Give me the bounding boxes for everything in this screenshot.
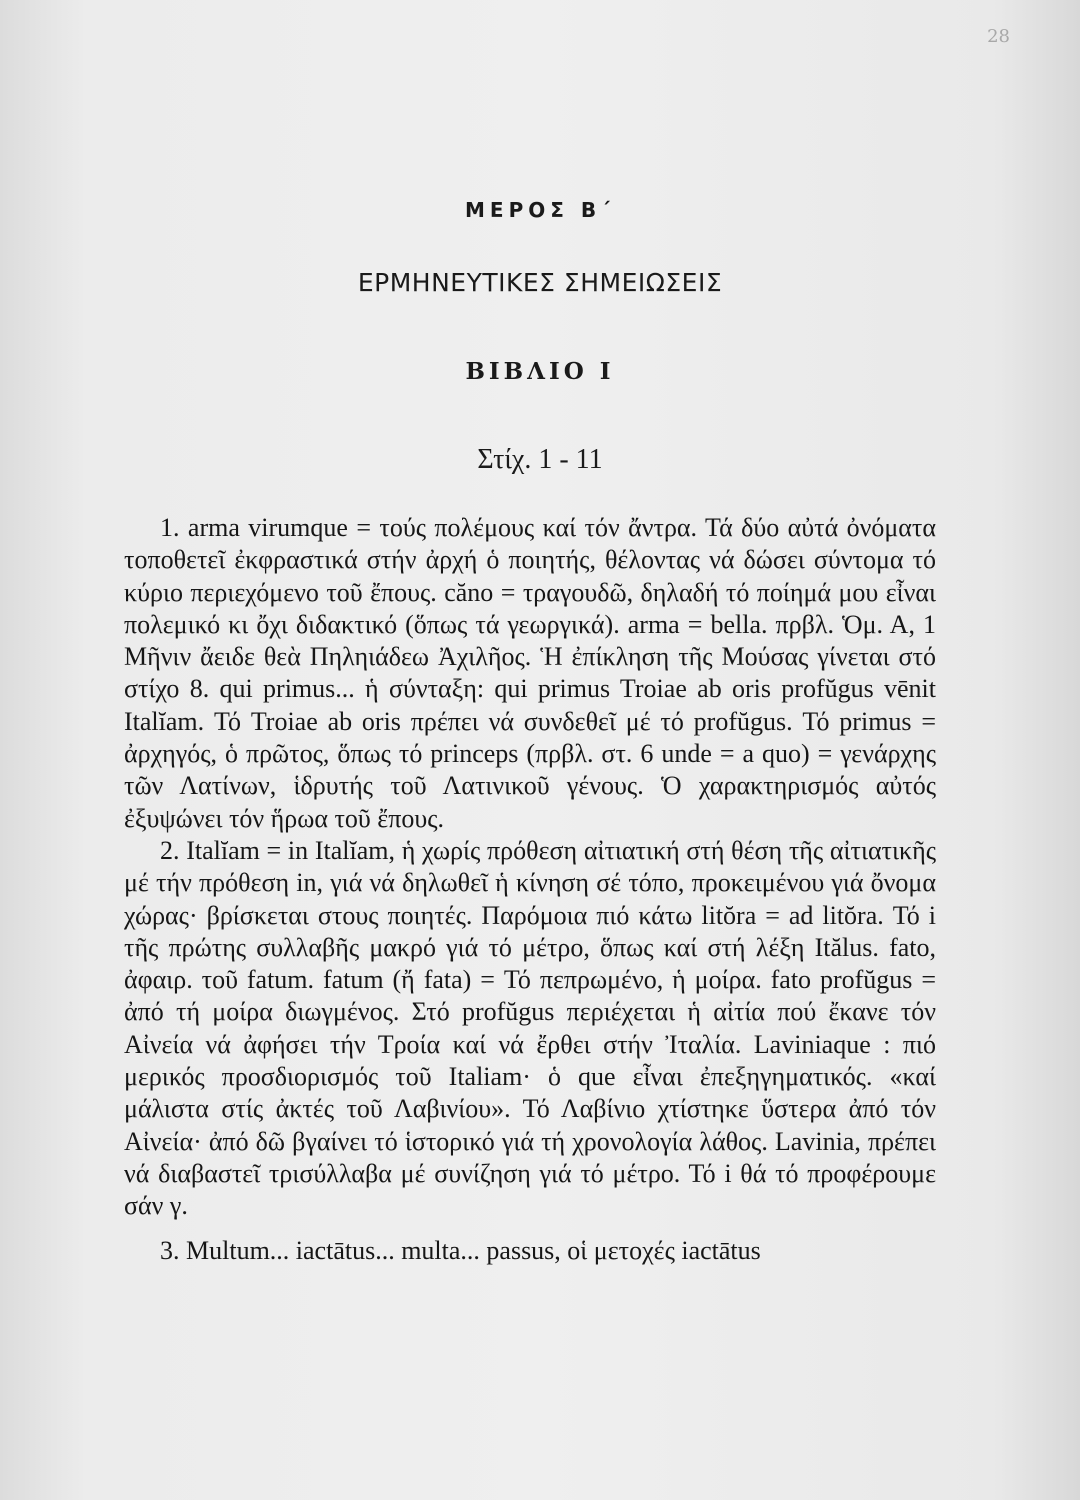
verses-heading: Στίχ. 1 - 11	[477, 444, 603, 475]
paragraph-3: 3. Multum... iactātus... multa... passus, οἱ μετοχές iactātus	[160, 1235, 761, 1265]
book-heading: ΒΙΒΛΙΟ Ι	[465, 358, 615, 385]
commentary-body	[124, 512, 936, 1267]
part-heading: ΜΕΡΟΣ Β΄	[465, 198, 615, 222]
section-heading: ΕΡΜΗΝΕΥΤΙΚΕΣ ΣΗΜΕΙΩΣΕΙΣ	[357, 268, 723, 297]
paragraph-1: 1. arma virumque = τούς πολέμους καί τόν ἄντρα. Τά δύο αὐτά ὀνόματα τοποθετεῖ ἐκφραστικά στήν ἀρχή ὁ ποιητής, θέλοντας νά δώσει σύντομα τό κύριο περιεχόμενο τοῦ ἔπους. căno = τραγουδῶ, δηλαδή τό ποίημά μου εἶναι πολεμικό κι ὄχι διδακτικό (ὅπως τά γεωργικά). arma = bella. πρβλ. Ὁμ. Α, 1 Μῆνιν ἄειδε θεὰ Πηληιάδεω Ἀχιλῆος. Ἡ ἐπίκληση τῆς Μούσας γίνεται στό στίχο 8. qui primus... ἡ σύνταξη: qui primus Troiae ab oris profŭgus vēnit Italĭam. Τό Troiae ab oris πρέπει νά συνδεθεῖ μέ τό profŭgus. Τό primus = ἀρχηγός, ὁ πρῶτος, ὅπως τό princeps (πρβλ. στ. 6 unde = a quo) = γενάρχης τῶν Λατίνων, ἱδρυτής τοῦ Λατινικοῦ γένους. Ὁ χαρακτηρισμός αὐτός ἐξυψώνει τόν ἥρωα τοῦ ἔπους.	[124, 513, 937, 833]
page-number: 28	[987, 26, 1010, 47]
paragraph-2: 2. Italĭam = in Italĭam, ἡ χωρίς πρόθεση αἰτιατική στή θέση τῆς αἰτιατικῆς μέ τήν πρόθεση in, γιά νά δηλωθεῖ ἡ κίνηση σέ τόπο, προκειμένου γιά ὄνομα χώρας· βρίσκεται στους ποιητές. Παρόμοια πιό κάτω litŏra = ad litŏra. Τό i τῆς πρώτης συλλαβῆς μακρό γιά τό μέτρο, ὅπως καί στή λέξη Itălus. fato, ἀφαιρ. τοῦ fatum. fatum (ἤ fata) = Τό πεπρωμένο, ἡ μοίρα. fato profŭgus = ἀπό τή μοίρα διωγμένος. Στό profŭgus περιέχεται ἡ αἰτία πού ἔκανε τόν Αἰνεία νά ἀφήσει τήν Τροία καί νά ἔρθει στήν Ἰταλία. Laviniaque : πιό μερικός προσδιορισμός τοῦ Italiam· ὁ que εἶναι ἐπεξηγηματικός. «καί μάλιστα στίς ἀκτές τοῦ Λαβινίου». Τό Λαβίνιο χτίστηκε ὕστερα ἀπό τόν Αἰνεία· ἀπό δῶ βγαίνει τό ἱστορικό γιά τή χρονολογία λάθος. Lavinia, πρέπει νά διαβαστεῖ τρισύλλαβα μέ συνίζηση γιά τό μέτρο. Τό i θά τό προφέρουμε σάν γ.	[124, 835, 936, 1221]
